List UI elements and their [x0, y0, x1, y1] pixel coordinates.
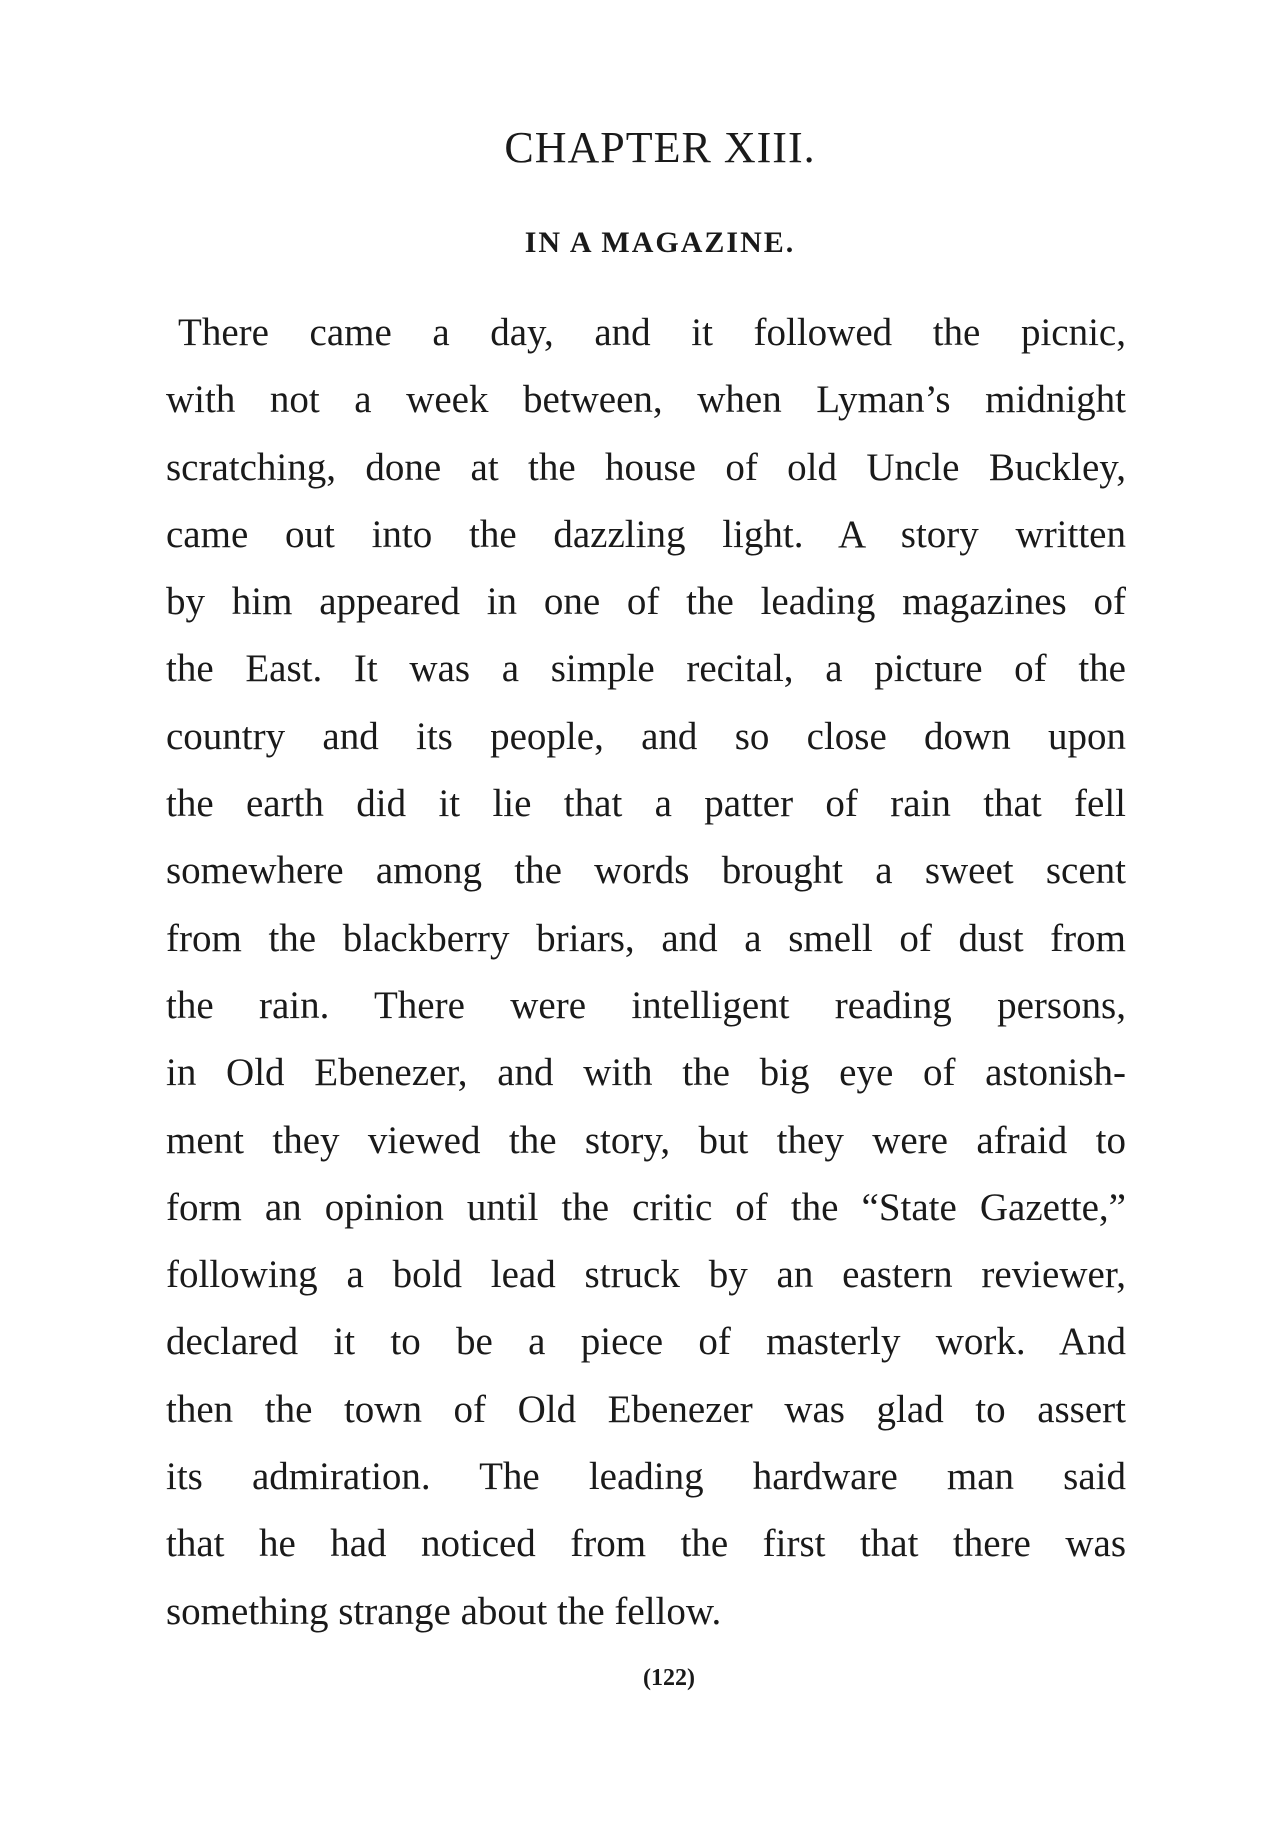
text-line: the East. It was a simple recital, a picture of the	[166, 647, 1126, 691]
text-line: came out into the dazzling light. A story written	[166, 512, 1126, 556]
text-line: form an opinion until the critic of the “State Gazette,”	[166, 1185, 1126, 1229]
text-line: from the blackberry briars, and a smell of dust from	[166, 916, 1126, 960]
text-line: following a bold lead struck by an eastern reviewer,	[166, 1253, 1126, 1297]
text-line: in Old Ebenezer, and with the big eye of astonish-	[166, 1051, 1126, 1095]
text-line: its admiration. The leading hardware man said	[166, 1455, 1126, 1499]
text-line: There came a day, and it followed the picnic,	[178, 311, 1126, 354]
text-line: ment they viewed the story, but they were afraid to	[166, 1118, 1126, 1162]
text-line: by him appeared in one of the leading magazines of	[166, 580, 1126, 624]
chapter-title: CHAPTER XIII.	[504, 123, 816, 172]
text-line: the earth did it lie that a patter of rain that fell	[166, 782, 1126, 826]
text-line: country and its people, and so close down upon	[166, 714, 1126, 758]
page-number: (122)	[643, 1665, 695, 1691]
text-line: something strange about the fellow.	[166, 1589, 722, 1633]
text-line: that he had noticed from the first that there was	[166, 1522, 1126, 1566]
text-line: the rain. There were intelligent reading persons,	[166, 983, 1126, 1027]
text-line: then the town of Old Ebenezer was glad to assert	[166, 1387, 1126, 1431]
text-line: somewhere among the words brought a sweet scent	[166, 849, 1126, 893]
section-title: IN A MAGAZINE.	[524, 226, 796, 259]
text-line: scratching, done at the house of old Uncle Buckley,	[166, 445, 1126, 489]
text-line: with not a week between, when Lyman’s midnight	[166, 378, 1126, 422]
chapter-paragraph	[166, 304, 1126, 1650]
text-line: declared it to be a piece of masterly work. And	[166, 1320, 1126, 1364]
